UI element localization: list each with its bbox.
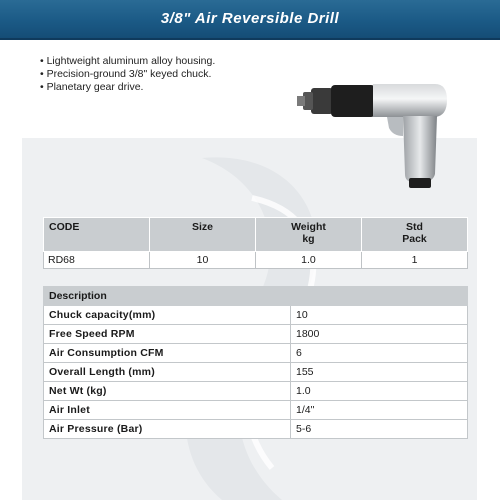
spec-table <box>43 217 468 269</box>
table-row <box>44 344 468 363</box>
table-row <box>44 420 468 439</box>
feature-item: • Precision-ground 3/8" keyed chuck. <box>40 68 215 81</box>
feature-item: • Planetary gear drive. <box>40 81 215 94</box>
page-title: 3/8" Air Reversible Drill <box>160 10 340 27</box>
table-row <box>44 325 468 344</box>
description-table <box>43 286 468 439</box>
table-row <box>44 306 468 325</box>
air-drill-image <box>275 70 455 190</box>
table-row <box>44 382 468 401</box>
weight-cell: 1.0 <box>255 252 361 269</box>
spec-label: Air Inlet <box>44 401 291 420</box>
spec-label: Air Pressure (Bar) <box>44 420 291 439</box>
column-header-weight: Weight kg <box>255 218 361 252</box>
column-header-code: CODE <box>44 218 150 252</box>
spec-label: Chuck capacity(mm) <box>44 306 291 325</box>
spec-value: 5-6 <box>291 420 468 439</box>
spec-label: Air Consumption CFM <box>44 344 291 363</box>
feature-list <box>40 55 215 94</box>
spec-value: 1800 <box>291 325 468 344</box>
pack-cell: 1 <box>362 252 468 269</box>
column-header-size: Size <box>150 218 256 252</box>
column-header-std-pack: Std Pack <box>362 218 468 252</box>
table-row <box>44 363 468 382</box>
description-header: Description <box>44 287 468 306</box>
spec-value: 6 <box>291 344 468 363</box>
spec-value: 1/4" <box>291 401 468 420</box>
code-cell: RD68 <box>44 252 150 269</box>
spec-label: Free Speed RPM <box>44 325 291 344</box>
spec-label: Overall Length (mm) <box>44 363 291 382</box>
spec-value: 10 <box>291 306 468 325</box>
feature-item: • Lightweight aluminum alloy housing. <box>40 55 215 68</box>
spec-label: Net Wt (kg) <box>44 382 291 401</box>
table-row <box>44 252 468 269</box>
table-row <box>44 401 468 420</box>
spec-value: 1.0 <box>291 382 468 401</box>
size-cell: 10 <box>150 252 256 269</box>
title-bar <box>0 0 500 40</box>
spec-value: 155 <box>291 363 468 382</box>
